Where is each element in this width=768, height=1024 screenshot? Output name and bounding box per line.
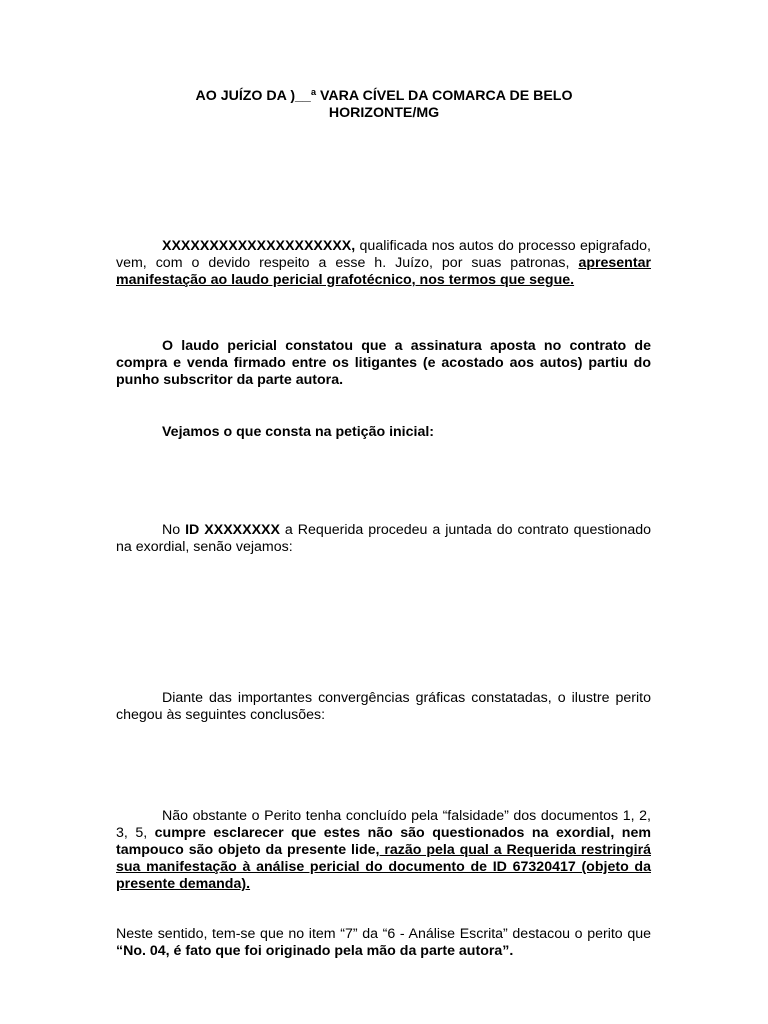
contrato-before: No	[162, 522, 186, 538]
contrato-after: a Requerida procedeu a juntada do contrato questionado na exordial, senão vejamos:	[116, 522, 651, 555]
paragraph-conclusoes: Diante das importantes convergências gráficas constatadas, o ilustre perito chegou às seguintes conclusões:	[116, 690, 651, 723]
title-line-1: AO JUÍZO DA )__ª VARA CÍVEL DA COMARCA DE BELO	[195, 88, 573, 104]
intro-text: qualificada nos autos do processo epigrafado, vem, com o devido respeito a esse h. Juízo, por suas patronas,	[116, 238, 651, 271]
paragraph-contrato	[116, 522, 651, 556]
party-name: XXXXXXXXXXXXXXXXXXXX,	[162, 238, 356, 254]
paragraph-vejamos: Vejamos o que consta na petição inicial:	[162, 424, 435, 440]
paragraph-falsidade	[116, 808, 651, 893]
analise-quote: “No. 04, é fato que foi originado pela mão da parte autora”.	[116, 943, 514, 959]
paragraph-analise	[116, 926, 651, 960]
intro-emphasis: apresentar manifestação ao laudo pericial grafotécnico, nos termos que segue.	[116, 255, 651, 288]
title-line-2: HORIZONTE/MG	[328, 105, 440, 121]
falsidade-bold: cumpre esclarecer que estes não são questionados na exordial, nem tampouco são objeto da presente lide	[116, 825, 651, 858]
contrato-id: ID XXXXXXXX	[185, 522, 280, 538]
falsidade-text: Não obstante o Perito tenha concluído pela “falsidade” dos documentos 1, 2, 3, 5,	[116, 808, 651, 841]
paragraph-laudo: O laudo pericial constatou que a assinatura aposta no contrato de compra e venda firmado entre os litigantes (e acostado aos autos) partiu do punho subscritor da parte autora.	[116, 338, 651, 388]
document-title	[116, 88, 652, 122]
falsidade-bold-underline: , razão pela qual a Requerida restringirá sua manifestação à análise pericial do documento de ID 67320417 (objeto da presente demanda).	[116, 842, 651, 892]
paragraph-intro	[116, 238, 651, 289]
analise-text: Neste sentido, tem-se que no item “7” da “6 - Análise Escrita” destacou o perito que	[116, 926, 651, 942]
